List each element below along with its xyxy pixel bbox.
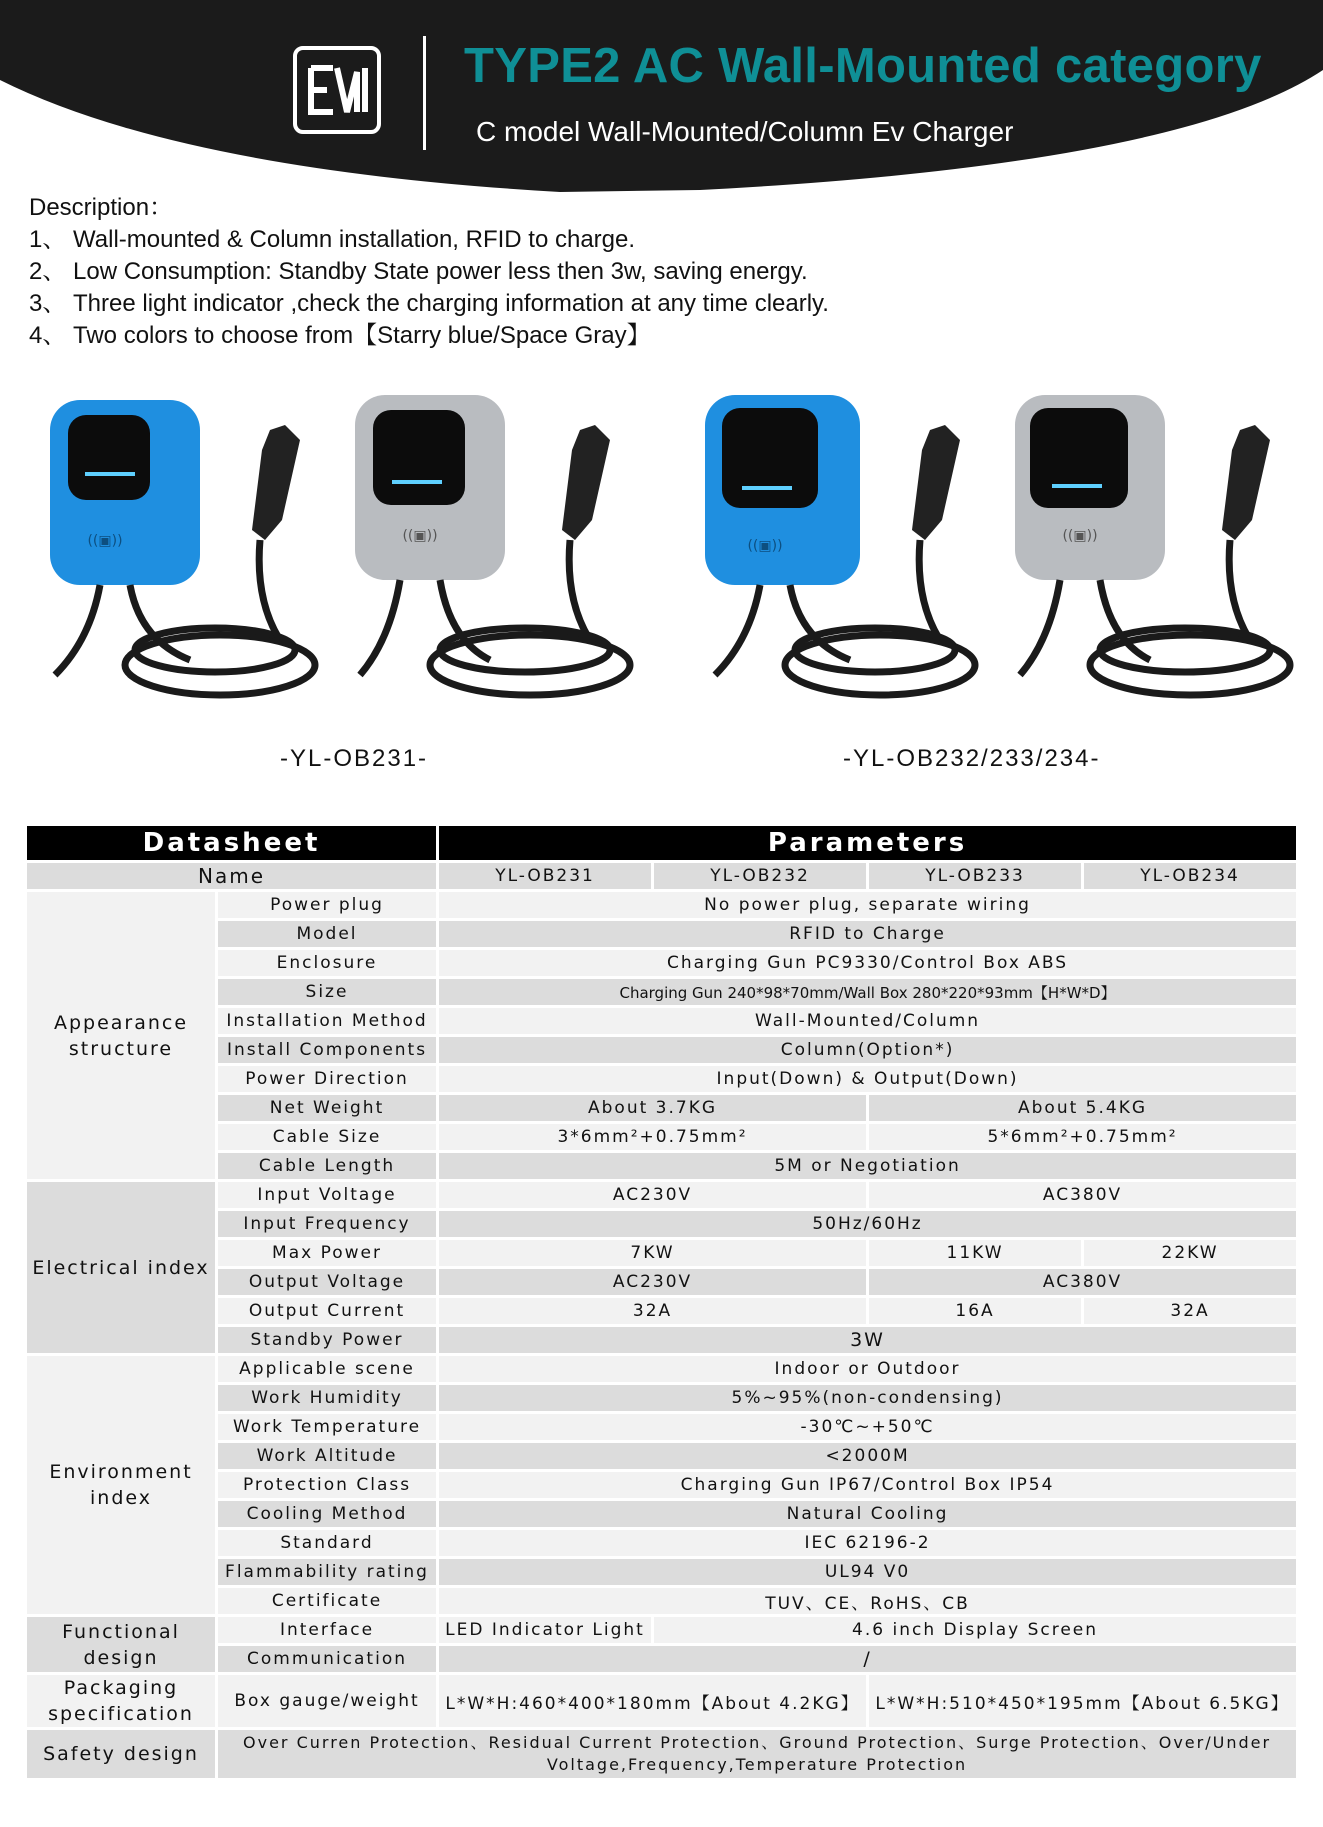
param-label: Applicable scene bbox=[218, 1356, 436, 1382]
param-label: Standard bbox=[218, 1530, 436, 1556]
param-value: <2000M bbox=[439, 1443, 1296, 1469]
table-row bbox=[27, 1240, 1296, 1266]
table-row bbox=[27, 1066, 1296, 1092]
param-value: Charging Gun 240*98*70mm/Wall Box 280*220*93mm【H*W*D】 bbox=[439, 979, 1296, 1005]
table-row bbox=[27, 1646, 1296, 1672]
param-label: Work Temperature bbox=[218, 1414, 436, 1440]
category-packaging: Packaging specification bbox=[27, 1675, 215, 1727]
param-value: 7KW bbox=[439, 1240, 866, 1266]
param-value: 22KW bbox=[1084, 1240, 1296, 1266]
param-value: Column(Option*) bbox=[439, 1037, 1296, 1063]
param-label: Power plug bbox=[218, 892, 436, 918]
param-label: Box gauge/weight bbox=[218, 1675, 436, 1727]
table-row bbox=[27, 950, 1296, 976]
param-label: Output Current bbox=[218, 1298, 436, 1324]
logo-mark-icon bbox=[297, 50, 377, 130]
category-functional: Functional design bbox=[27, 1617, 215, 1672]
table-row bbox=[27, 1472, 1296, 1498]
param-value: / bbox=[439, 1646, 1296, 1672]
param-label: Standby Power bbox=[218, 1327, 436, 1353]
header-banner bbox=[0, 0, 1323, 200]
param-label: Power Direction bbox=[218, 1066, 436, 1092]
param-value: 3W bbox=[439, 1327, 1296, 1353]
param-label: Max Power bbox=[218, 1240, 436, 1266]
param-label: Install Components bbox=[218, 1037, 436, 1063]
description bbox=[29, 192, 829, 352]
param-value: L*W*H:460*400*180mm【About 4.2KG】 bbox=[439, 1675, 866, 1727]
param-label: Work Humidity bbox=[218, 1385, 436, 1411]
param-value: RFID to Charge bbox=[439, 921, 1296, 947]
param-label: Output Voltage bbox=[218, 1269, 436, 1295]
param-label: Work Altitude bbox=[218, 1443, 436, 1469]
product-caption-left: -YL-OB231- bbox=[280, 745, 429, 772]
model-name: YL-OB233 bbox=[869, 863, 1081, 889]
param-value: Wall-Mounted/Column bbox=[439, 1008, 1296, 1034]
table-row bbox=[27, 1530, 1296, 1556]
description-item: 1、 Wall-mounted & Column installation, RFID to charge. bbox=[29, 226, 636, 253]
table-row bbox=[27, 1182, 1296, 1208]
param-value: 4.6 inch Display Screen bbox=[654, 1617, 1296, 1643]
table-row bbox=[27, 1095, 1296, 1121]
param-value: Over Curren Protection、Residual Current Protection、Ground Protection、Surge Protection、Over/Under Voltage,Frequency,Temperature Protection bbox=[218, 1730, 1296, 1778]
param-value: 16A bbox=[869, 1298, 1081, 1324]
product-caption-right: -YL-OB232/233/234- bbox=[843, 745, 1101, 772]
svg-text:((▣)): ((▣)) bbox=[1062, 528, 1098, 544]
param-value: AC380V bbox=[869, 1269, 1296, 1295]
param-value: 5*6mm²+0.75mm² bbox=[869, 1124, 1296, 1150]
param-value: -30℃~+50℃ bbox=[439, 1414, 1296, 1440]
parameters-heading: Parameters bbox=[439, 826, 1296, 860]
table-row bbox=[27, 1617, 1296, 1643]
param-label: Protection Class bbox=[218, 1472, 436, 1498]
param-value: IEC 62196-2 bbox=[439, 1530, 1296, 1556]
table-row bbox=[27, 1501, 1296, 1527]
category-environment: Environment index bbox=[27, 1356, 215, 1614]
table-row bbox=[27, 1443, 1296, 1469]
param-label: Enclosure bbox=[218, 950, 436, 976]
param-label: Installation Method bbox=[218, 1008, 436, 1034]
product-image-yl-ob232-234 bbox=[700, 390, 1320, 720]
header-band bbox=[0, 0, 1323, 200]
param-value: 50Hz/60Hz bbox=[439, 1211, 1296, 1237]
svg-text:((▣)): ((▣)) bbox=[747, 538, 783, 554]
category-safety: Safety design bbox=[27, 1730, 215, 1778]
param-label: Input Frequency bbox=[218, 1211, 436, 1237]
charger-blue-wallbox bbox=[50, 400, 200, 585]
param-value: Indoor or Outdoor bbox=[439, 1356, 1296, 1382]
param-label: Cable Length bbox=[218, 1153, 436, 1179]
svg-text:((▣)): ((▣)) bbox=[402, 528, 438, 544]
param-value: AC230V bbox=[439, 1182, 866, 1208]
param-label: Cable Size bbox=[218, 1124, 436, 1150]
table-row bbox=[27, 863, 1296, 889]
description-heading: Description： bbox=[29, 194, 174, 221]
table-row bbox=[27, 1153, 1296, 1179]
table-row bbox=[27, 1211, 1296, 1237]
datasheet-heading: Datasheet bbox=[27, 826, 436, 860]
charger-blue-wallbox bbox=[705, 395, 860, 585]
param-value: No power plug, separate wiring bbox=[439, 892, 1296, 918]
model-name: YL-OB231 bbox=[439, 863, 651, 889]
table-row bbox=[27, 1037, 1296, 1063]
param-label: Cooling Method bbox=[218, 1501, 436, 1527]
category-electrical: Electrical index bbox=[27, 1182, 215, 1353]
name-label: Name bbox=[27, 863, 436, 889]
param-value: L*W*H:510*450*195mm【About 6.5KG】 bbox=[869, 1675, 1296, 1727]
page-title: TYPE2 AC Wall-Mounted category bbox=[464, 39, 1262, 93]
param-value: UL94 V0 bbox=[439, 1559, 1296, 1585]
param-label: Flammability rating bbox=[218, 1559, 436, 1585]
table-row bbox=[27, 1298, 1296, 1324]
param-value: Charging Gun PC9330/Control Box ABS bbox=[439, 950, 1296, 976]
param-value: Natural Cooling bbox=[439, 1501, 1296, 1527]
table-row bbox=[27, 1675, 1296, 1727]
table-row bbox=[27, 1588, 1296, 1614]
charger-gray-wallbox bbox=[1015, 395, 1165, 580]
param-label: Communication bbox=[218, 1646, 436, 1672]
param-value: LED Indicator Light bbox=[439, 1617, 651, 1643]
param-value: About 5.4KG bbox=[869, 1095, 1296, 1121]
model-name: YL-OB232 bbox=[654, 863, 866, 889]
table-row bbox=[27, 1730, 1296, 1778]
table-row bbox=[27, 1008, 1296, 1034]
param-label: Model bbox=[218, 921, 436, 947]
param-value: TUV、CE、RoHS、CB bbox=[439, 1588, 1296, 1614]
param-value: 3*6mm²+0.75mm² bbox=[439, 1124, 866, 1150]
brand-logo bbox=[293, 46, 381, 134]
description-item: 4、 Two colors to choose from【Starry blue/Space Gray】 bbox=[29, 322, 651, 349]
table-row bbox=[27, 979, 1296, 1005]
param-value: 11KW bbox=[869, 1240, 1081, 1266]
param-label: Size bbox=[218, 979, 436, 1005]
table-row bbox=[27, 1414, 1296, 1440]
param-value: About 3.7KG bbox=[439, 1095, 866, 1121]
header-divider bbox=[423, 36, 426, 150]
table-row bbox=[27, 1559, 1296, 1585]
model-name: YL-OB234 bbox=[1084, 863, 1296, 889]
table-row bbox=[27, 1385, 1296, 1411]
param-label: Interface bbox=[218, 1617, 436, 1643]
param-value: 32A bbox=[439, 1298, 866, 1324]
datasheet-table bbox=[24, 823, 1299, 1781]
table-row bbox=[27, 1356, 1296, 1382]
param-value: AC230V bbox=[439, 1269, 866, 1295]
param-value: 5%~95%(non-condensing) bbox=[439, 1385, 1296, 1411]
param-value: Charging Gun IP67/Control Box IP54 bbox=[439, 1472, 1296, 1498]
param-label: Input Voltage bbox=[218, 1182, 436, 1208]
svg-text:((▣)): ((▣)) bbox=[87, 533, 123, 549]
table-header-row bbox=[27, 826, 1296, 860]
product-image-yl-ob231 bbox=[40, 390, 660, 720]
table-row bbox=[27, 1124, 1296, 1150]
description-item: 3、 Three light indicator ,check the charging information at any time clearly. bbox=[29, 290, 829, 317]
description-item: 2、 Low Consumption: Standby State power less then 3w, saving energy. bbox=[29, 258, 808, 285]
page-subtitle: C model Wall-Mounted/Column Ev Charger bbox=[476, 116, 1014, 147]
param-value: 5M or Negotiation bbox=[439, 1153, 1296, 1179]
param-value: 32A bbox=[1084, 1298, 1296, 1324]
table-row bbox=[27, 1327, 1296, 1353]
table-row bbox=[27, 892, 1296, 918]
table-row bbox=[27, 921, 1296, 947]
param-value: Input(Down) & Output(Down) bbox=[439, 1066, 1296, 1092]
charger-gray-wallbox bbox=[355, 395, 505, 580]
param-value: AC380V bbox=[869, 1182, 1296, 1208]
table-row bbox=[27, 1269, 1296, 1295]
param-label: Certificate bbox=[218, 1588, 436, 1614]
category-appearance: Appearance structure bbox=[27, 892, 215, 1179]
param-label: Net Weight bbox=[218, 1095, 436, 1121]
